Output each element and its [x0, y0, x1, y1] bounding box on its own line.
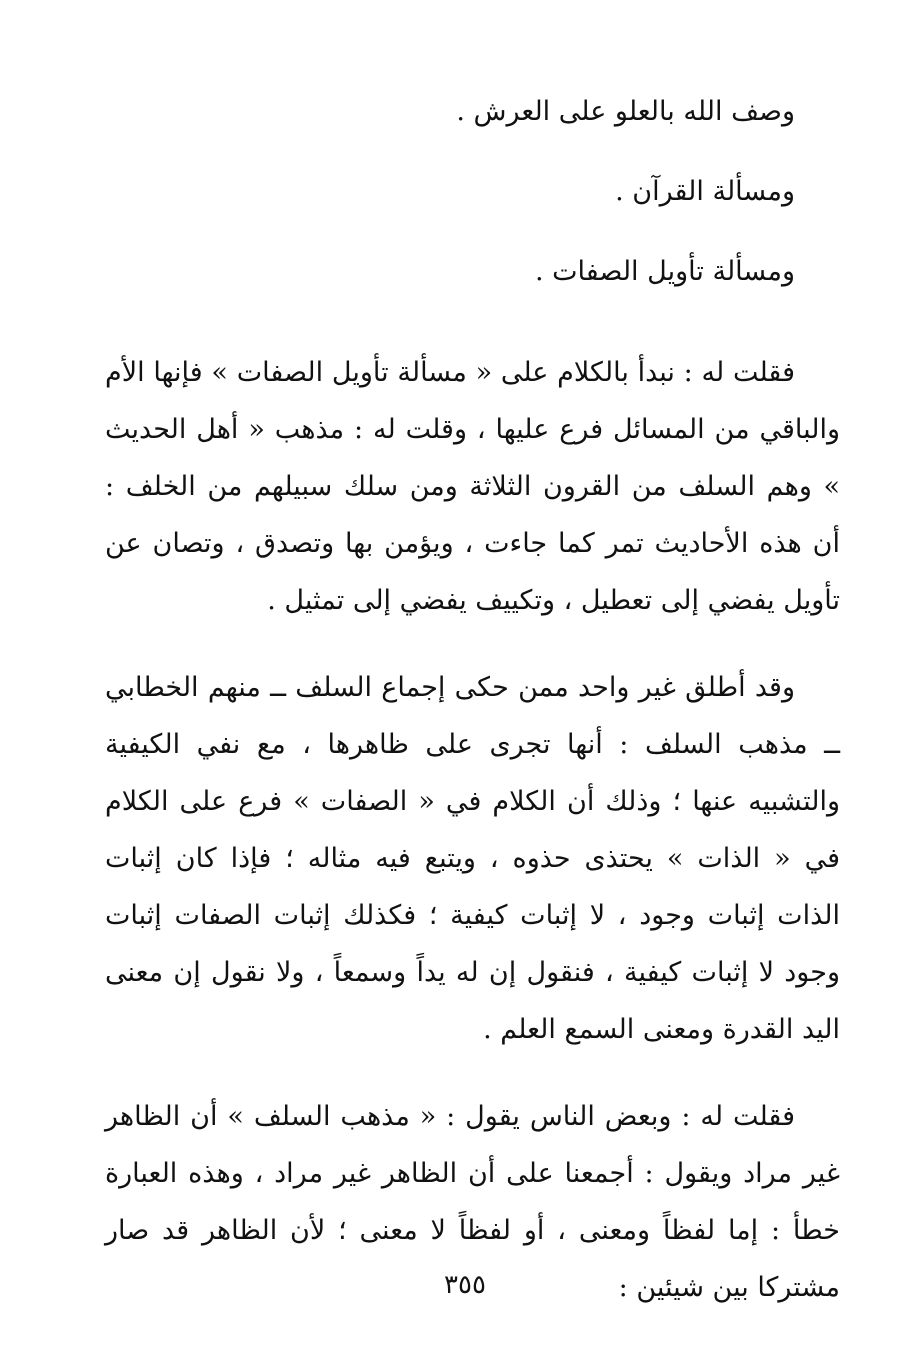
paragraph-1: فقلت له : نبدأ بالكلام على « مسألة تأويل الصفات » فإنها الأم والباقي من المسائل فرع عليها ، وقلت له : مذهب « أهل الحديث » وهم السلف من القرون الثلاثة ومن سلك سبيلهم من الخلف : أن هذه الأحاديث تمر كما جاءت ، ويؤمن بها وتصدق ، وتصان عن تأويل يفضي إلى تعطيل ، وتكييف يفضي إلى تمثيل . [105, 357, 840, 616]
paragraph-2: وقد أطلق غير واحد ممن حكى إجماع السلف ــ منهم الخطابي ــ مذهب السلف : أنها تجرى على ظاهرها ، مع نفي الكيفية والتشبيه عنها ؛ وذلك أن الكلام في « الصفات » فرع على الكلام في « الذات » يحتذى حذوه ، ويتبع فيه مثاله ؛ فإذا كان إثبات الذات إثبات وجود ، لا إثبات كيفية ؛ فكذلك إثبات الصفات إثبات وجود لا إثبات كيفية ، فنقول إن له يداً وسمعاً ، ولا نقول إن معنى اليد القدرة ومعنى السمع العلم . [105, 672, 840, 1045]
page-number: ٣٥٥ [444, 1270, 486, 1300]
list-item-1: وصف الله بالعلو على العرش . [456, 96, 795, 127]
paragraph-3: فقلت له : وبعض الناس يقول : « مذهب السلف » أن الظاهر غير مراد ويقول : أجمعنا على أن الظاهر غير مراد ، وهذه العبارة خطأ : إما لفظاً ومعنى ، أو لفظاً لا معنى ؛ لأن الظاهر قد صار مشتركا بين شيئين : [105, 1101, 840, 1303]
list-item-3: ومسألة تأويل الصفات . [534, 256, 795, 287]
page-body [105, 92, 840, 1316]
list-item-2: ومسألة القرآن . [615, 176, 795, 207]
